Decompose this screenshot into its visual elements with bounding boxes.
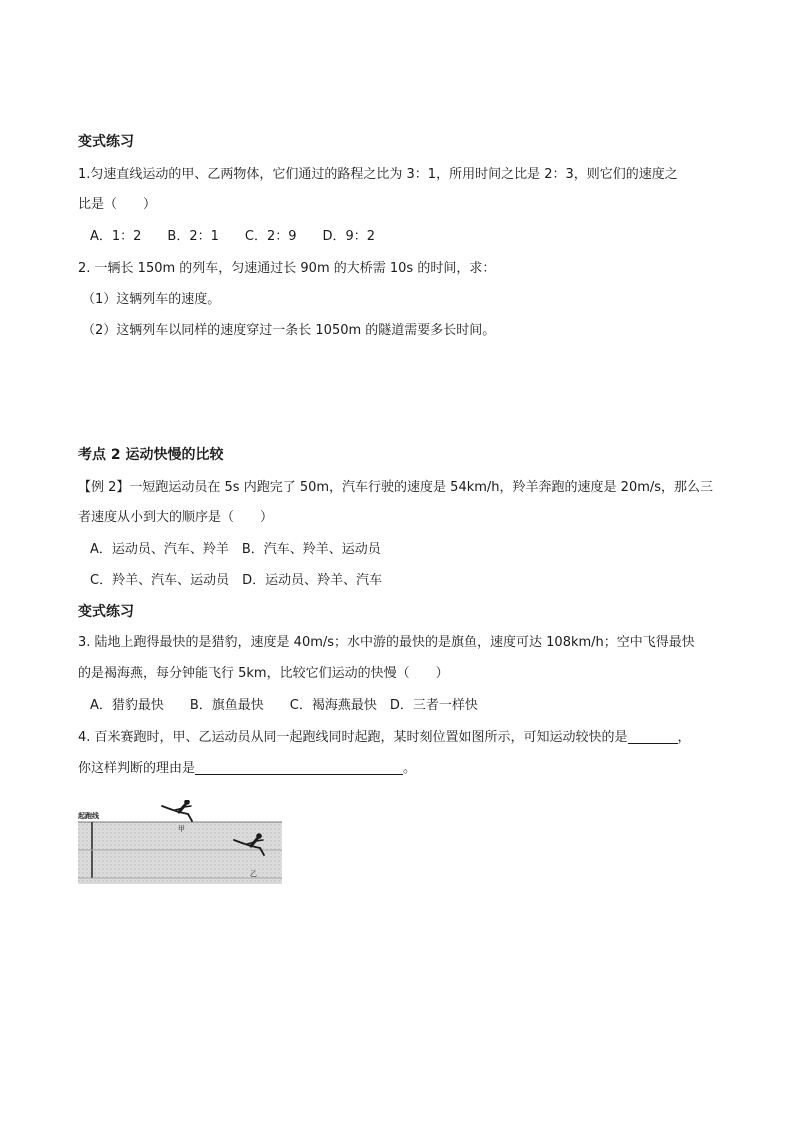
question-3-line-2: 的是褐海燕，每分钟能飞行 5km，比较它们运动的快慢（ ）	[78, 666, 449, 681]
race-figure	[78, 800, 282, 884]
question-4-line-1-end: ，	[677, 730, 691, 745]
example-2-options-2: C．羚羊、汽车、运动员 D．运动员、羚羊、汽车	[90, 573, 383, 588]
question-1-line-1: 1.匀速直线运动的甲、乙两物体，它们通过的路程之比为 3：1，所用时间之比是 2：3，则它们的速度之	[78, 167, 678, 182]
question-2-line-1: 2. 一辆长 150m 的列车，匀速通过长 90m 的大桥需 10s 的时间，求：	[78, 261, 496, 276]
question-4-line-2-text: 你这样判断的理由是	[78, 761, 196, 776]
section-heading-practice-1: 变式练习	[78, 134, 134, 150]
example-2-line-1: 【例 2】一短跑运动员在 5s 内跑完了 50m，汽车行驶的速度是 54km/h，羚羊奔跑的速度是 20m/s，那么三	[78, 480, 714, 495]
question-2-part-2: （2）这辆列车以同样的速度穿过一条长 1050m 的隧道需要多长时间。	[82, 323, 496, 338]
answer-blank-2[interactable]	[195, 760, 403, 775]
question-3-options: A．猎豹最快 B．旗鱼最快 C．褐海燕最快 D．三者一样快	[90, 698, 478, 713]
runner-b-label: 乙	[250, 870, 257, 878]
example-2-line-2: 者速度从小到大的顺序是（ ）	[78, 510, 274, 525]
question-1-options: A．1：2 B．2：1 C．2：9 D．9：2	[90, 229, 376, 244]
question-4-line-1-text: 4. 百米赛跑时，甲、乙运动员从同一起跑线同时起跑，某时刻位置如图所示，可知运动较快的是	[78, 730, 628, 745]
question-4-line-2-end: 。	[403, 761, 417, 776]
question-3-line-1: 3. 陆地上跑得最快的是猎豹，速度是 40m/s；水中游的最快的是旗鱼，速度可达 108km/h；空中飞得最快	[78, 635, 695, 650]
answer-blank-1[interactable]	[628, 729, 678, 744]
start-line-label: 起跑线	[78, 812, 99, 820]
runner-a-label: 甲	[178, 825, 185, 833]
question-2-part-1: （1）这辆列车的速度。	[82, 292, 221, 307]
section-heading-topic-2: 考点 2 运动快慢的比较	[78, 447, 224, 463]
question-4-line-1	[78, 729, 691, 747]
section-heading-practice-2: 变式练习	[78, 604, 134, 620]
runner-a-icon	[162, 800, 192, 821]
example-2-options-1: A．运动员、汽车、羚羊 B．汽车、羚羊、运动员	[90, 542, 381, 557]
question-1-line-2: 比是（ ）	[78, 197, 157, 212]
question-4-line-2	[78, 760, 416, 778]
